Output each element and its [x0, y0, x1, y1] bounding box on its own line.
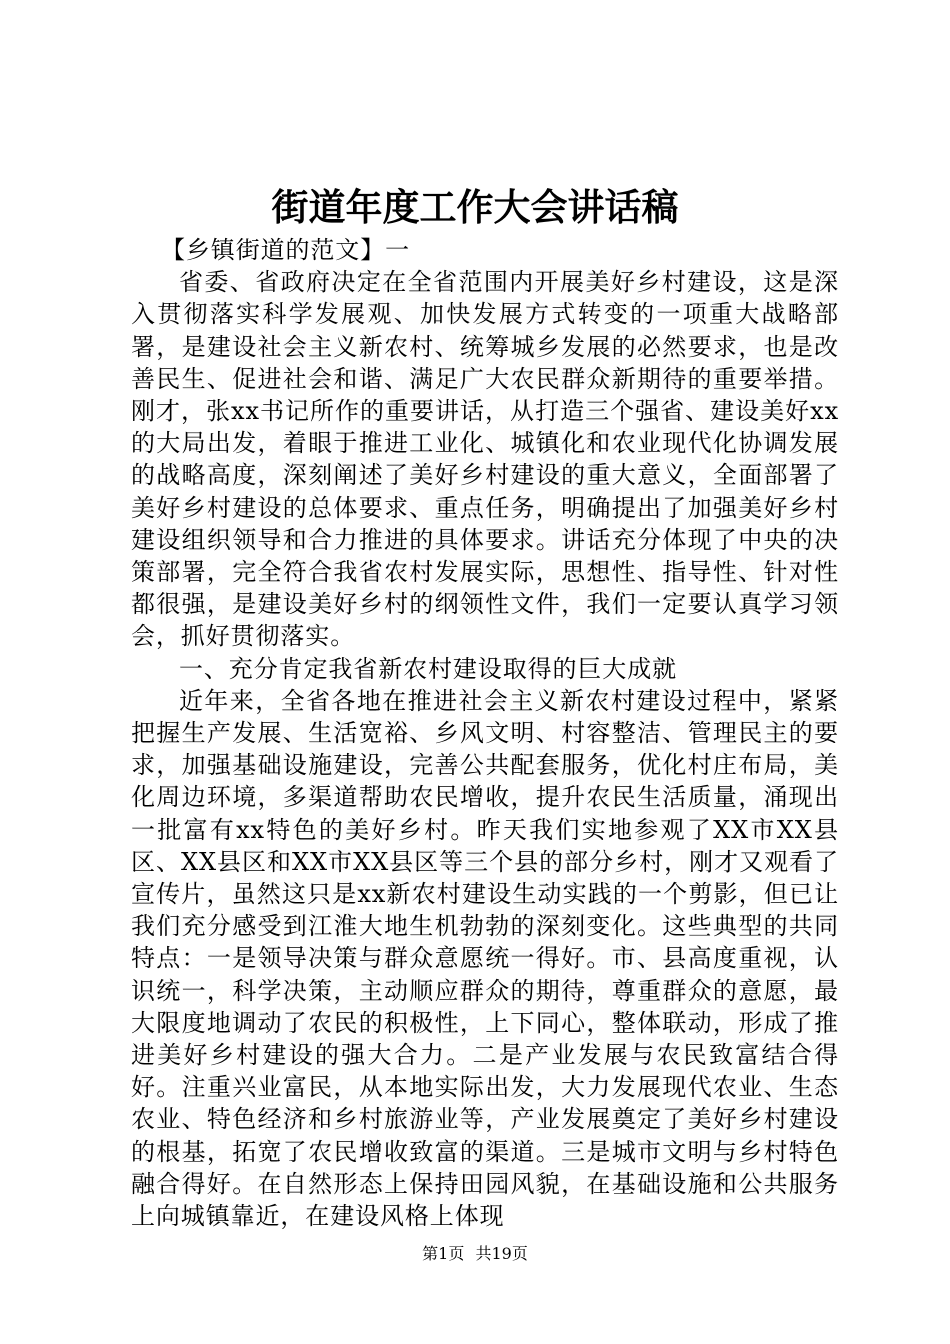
section-heading: 一、充分肯定我省新农村建设取得的巨大成就	[179, 654, 677, 683]
section-label: 【乡镇街道的范文】一	[161, 236, 410, 264]
page-footer	[0, 1243, 950, 1265]
document-body	[131, 234, 839, 1232]
document-title: 街道年度工作大会讲话稿	[271, 185, 679, 229]
page-number: 第1页	[422, 1244, 465, 1263]
paragraph: 近年来，全省各地在推进社会主义新农村建设过程中，紧紧把握生产发展、生活宽裕、乡风文明、村容整洁、管理民主的要求，加强基础设施建设，完善公共配套服务，优化村庄布局，美化周边环境，多渠道帮助农民增收，提升农民生活质量，涌现出一批富有xx特色的美好乡村。昨天我们实地参观了XX市XX县区、XX县区和XX市XX县区等三个县的部分乡村，刚才又观看了宣传片，虽然这只是xx新农村建设生动实践的一个剪影，但已让我们充分感受到江淮大地生机勃勃的深刻变化。这些典型的共同特点：一是领导决策与群众意愿统一得好。市、县高度重视，认识统一，科学决策，主动顺应群众的期待，尊重群众的意愿，最大限度地调动了农民的积极性，上下同心，整体联动，形成了推进美好乡村建设的强大合力。二是产业发展与农民致富结合得好。注重兴业富民，从本地实际出发，大力发展现代农业、生态农业、特色经济和乡村旅游业等，产业发展奠定了美好乡村建设的根基，拓宽了农民增收致富的渠道。三是城市文明与乡村特色融合得好。在自然形态上保持田园风貌，在基础设施和公共服务上向城镇靠近，在建设风格上体现	[131, 686, 839, 1231]
page-total: 共19页	[475, 1244, 528, 1263]
paragraph: 省委、省政府决定在全省范围内开展美好乡村建设，这是深入贯彻落实科学发展观、加快发展方式转变的一项重大战略部署，是建设社会主义新农村、统筹城乡发展的必然要求，也是改善民生、促进社会和谐、满足广大农民群众新期待的重要举措。刚才，张xx书记所作的重要讲话，从打造三个强省、建设美好xx的大局出发，着眼于推进工业化、城镇化和农业现代化协调发展的战略高度，深刻阐述了美好乡村建设的重大意义，全面部署了美好乡村建设的总体要求、重点任务，明确提出了加强美好乡村建设组织领导和合力推进的具体要求。讲话充分体现了中央的决策部署，完全符合我省农村发展实际，思想性、指导性、针对性都很强，是建设美好乡村的纲领性文件，我们一定要认真学习领会，抓好贯彻落实。	[131, 268, 839, 651]
